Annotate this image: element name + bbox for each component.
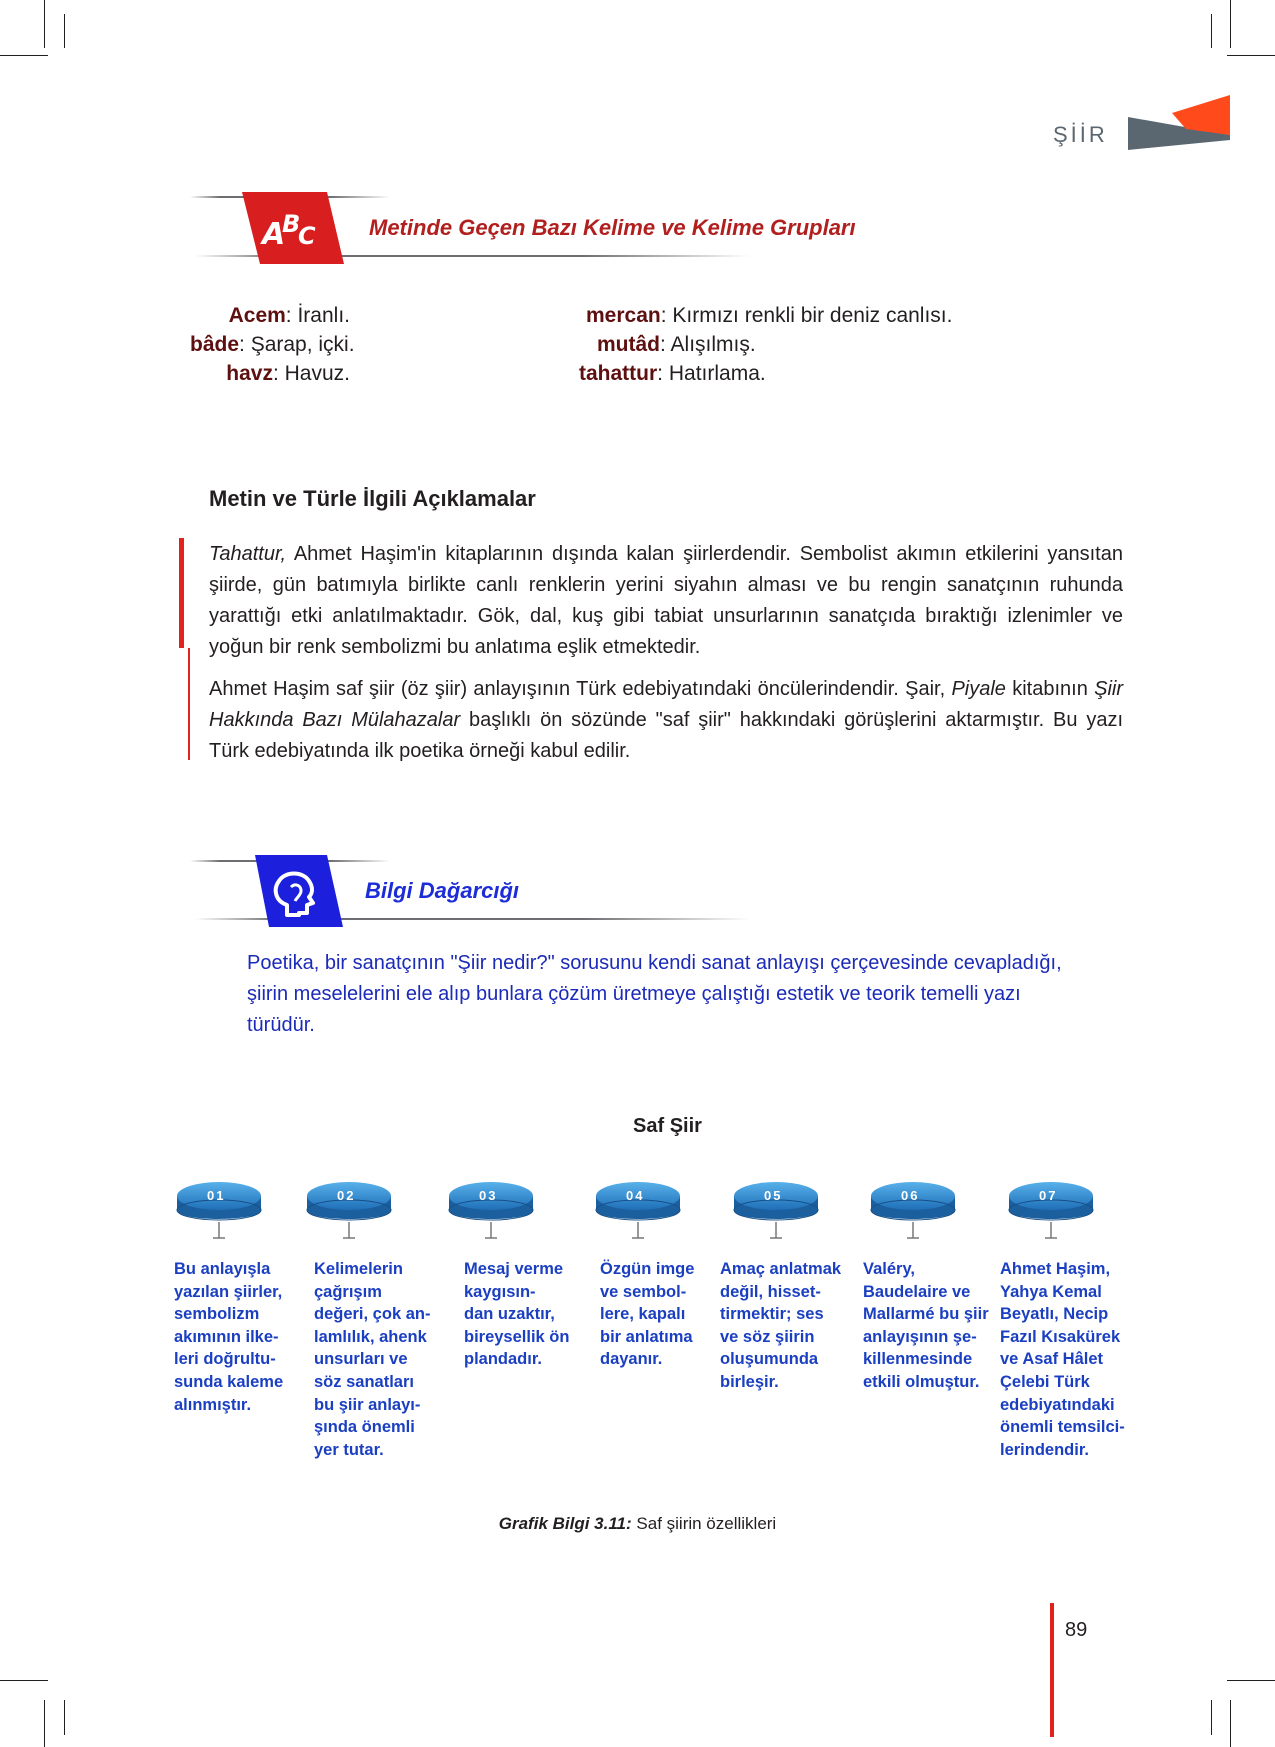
step-description-line: Özgün imge: [600, 1260, 695, 1278]
glossary-left-column: [190, 301, 355, 388]
step-description-line: bireysellik ön: [464, 1327, 570, 1346]
step-description: [720, 1258, 841, 1394]
step-description-line: lerindendir.: [1000, 1440, 1089, 1459]
step-description-line: Mesaj verme: [464, 1260, 564, 1278]
svg-text:B: B: [282, 210, 301, 238]
accent-bar: [179, 538, 184, 648]
step-description-line: kaygısın-: [464, 1282, 536, 1301]
glossary-entry: tahattur: Hatırlama.: [579, 362, 766, 385]
info-text: Poetika, bir sanatçının "Şiir nedir?" sorusunu kendi sanat anlayışı çerçevesinde cevapladığı, şiirin meselelerini ele alıp bunlara çözüm üretmeye çalıştığı estetik ve teorik temelli yazı türüdür.: [247, 952, 1062, 1036]
step-description: [1000, 1258, 1125, 1461]
step-description-line: tirmektir; ses: [720, 1305, 824, 1324]
chapter-ribbon-icon: [1120, 95, 1230, 150]
step-description-line: yer tutar.: [314, 1440, 384, 1459]
graphic-caption: Grafik Bilgi 3.11: Saf şiirin özellikleri: [498, 1514, 777, 1533]
step-description-line: Çelebi Türk: [1000, 1372, 1090, 1391]
step-description-line: ve Asaf Hâlet: [1000, 1350, 1104, 1369]
step-description-line: Fazıl Kısakürek: [1000, 1327, 1121, 1346]
step-description-line: çağrışım: [314, 1282, 382, 1301]
step-description-line: anlayışının şe-: [863, 1327, 977, 1346]
step-description: [863, 1258, 989, 1394]
page-number-bar: [1050, 1603, 1054, 1737]
glossary-right-column: [579, 301, 952, 388]
step-description-line: değeri, çok an-: [314, 1305, 431, 1324]
step-number: 01: [207, 1188, 226, 1203]
step-description-line: birleşir.: [720, 1372, 779, 1391]
step-number: 06: [901, 1188, 920, 1203]
step-description-line: bu şiir anlayı-: [314, 1395, 421, 1414]
glossary-entry: bâde: Şarap, içki.: [190, 333, 355, 356]
svg-text:C: C: [298, 222, 316, 250]
step-number: 02: [337, 1188, 356, 1203]
step-description-line: Mallarmé bu şiir: [863, 1305, 989, 1324]
step-description-line: leri doğrultu-: [174, 1350, 276, 1369]
abc-icon: [232, 192, 344, 264]
step-description-line: akımının ilke-: [174, 1327, 279, 1346]
step-description: [600, 1258, 694, 1371]
glossary-entry: Acem: İranlı.: [228, 304, 350, 327]
step-number: 07: [1039, 1188, 1058, 1203]
step-description-line: edebiyatındaki: [1000, 1395, 1115, 1414]
step-description-line: Amaç anlatmak: [720, 1260, 842, 1278]
step-description-line: şında önemli: [314, 1418, 415, 1437]
step-description-line: sembolizm: [174, 1305, 260, 1324]
step-description-line: killenmesinde: [863, 1350, 973, 1369]
chapter-label: ŞİİR: [1053, 122, 1108, 147]
step-description-line: sunda kaleme: [174, 1372, 284, 1391]
step-number: 05: [764, 1188, 783, 1203]
step-description-line: söz sanatları: [314, 1372, 414, 1391]
step-description-line: Kelimelerin: [314, 1260, 403, 1278]
step-description-line: Yahya Kemal: [1000, 1282, 1102, 1301]
step-description-line: oluşumunda: [720, 1350, 819, 1369]
step-description-line: lere, kapalı: [600, 1305, 686, 1324]
page-number: 89: [1065, 1619, 1088, 1641]
step-description-line: bir anlatıma: [600, 1327, 693, 1346]
svg-text:A: A: [262, 217, 286, 252]
glossary-title: Metinde Geçen Bazı Kelime ve Kelime Grupları: [369, 215, 856, 240]
step-description-line: etkili olmuştur.: [863, 1372, 980, 1391]
step-description-line: plandadır.: [464, 1350, 542, 1369]
step-description-line: ve söz şiirin: [720, 1327, 815, 1346]
accent-bar: [188, 648, 190, 760]
glossary-entry: havz: Havuz.: [226, 362, 350, 385]
step-description-line: Valéry,: [863, 1260, 915, 1278]
paragraph: Ahmet Haşim saf şiir (öz şiir) anlayışının Türk edebiyatındaki öncülerindendir. Şair, Piyale kitabının Şiir Hakkında Bazı Mülahazalar başlıklı ön sözünde "saf şiir" hakkındaki görüşlerini aktarmıştır. Bu yazı Türk edebiyatında ilk poetika örneği kabul edilir.: [209, 678, 1123, 762]
step-description: [174, 1258, 283, 1416]
graphic-title: Saf Şiir: [633, 1115, 702, 1137]
step-description-line: dayanır.: [600, 1350, 663, 1369]
step-description-line: Baudelaire ve: [863, 1282, 971, 1301]
step-description-line: dan uzaktır,: [464, 1305, 555, 1324]
step-number: 04: [626, 1188, 645, 1203]
section-title: Metin ve Türle İlgili Açıklamalar: [209, 486, 536, 511]
step-description-line: alınmıştır.: [174, 1395, 252, 1414]
glossary-entry: mutâd: Alışılmış.: [597, 333, 756, 356]
step-description: [314, 1258, 430, 1461]
step-description-line: yazılan şiirler,: [174, 1282, 283, 1301]
head-icon: [247, 855, 343, 927]
step-description-line: Bu anlayışla: [174, 1260, 271, 1278]
step-description-line: Ahmet Haşim,: [1000, 1260, 1111, 1278]
glossary-entry: mercan: Kırmızı renkli bir deniz canlısı.: [586, 304, 953, 327]
step-description-line: önemli temsilci-: [1000, 1418, 1125, 1437]
info-title: Bilgi Dağarcığı: [365, 878, 520, 903]
step-description-line: lamlılık, ahenk: [314, 1327, 427, 1346]
step-description-line: ve sembol-: [600, 1282, 687, 1301]
step-description-line: Beyatlı, Necip: [1000, 1305, 1109, 1324]
step-number: 03: [479, 1188, 498, 1203]
step-description-line: unsurları ve: [314, 1350, 408, 1369]
paragraph: Tahattur, Ahmet Haşim'in kitaplarının dışında kalan şiirlerdendir. Sembolist akımın etkilerini yansıtan şiirde, gün batımıyla birlikte canlı renklerin yerini siyahın alması ve bu rengin sanatçının ruhunda yarattığı etki anlatılmaktadır. Gök, dal, kuş gibi tabiat unsurlarının sanatçıda bıraktığı izlenimler ve yoğun bir renk sembolizmi bu anlatıma eşlik etmektedir.: [209, 543, 1123, 658]
step-description-line: değil, hisset-: [720, 1282, 821, 1301]
step-description: [464, 1258, 569, 1371]
